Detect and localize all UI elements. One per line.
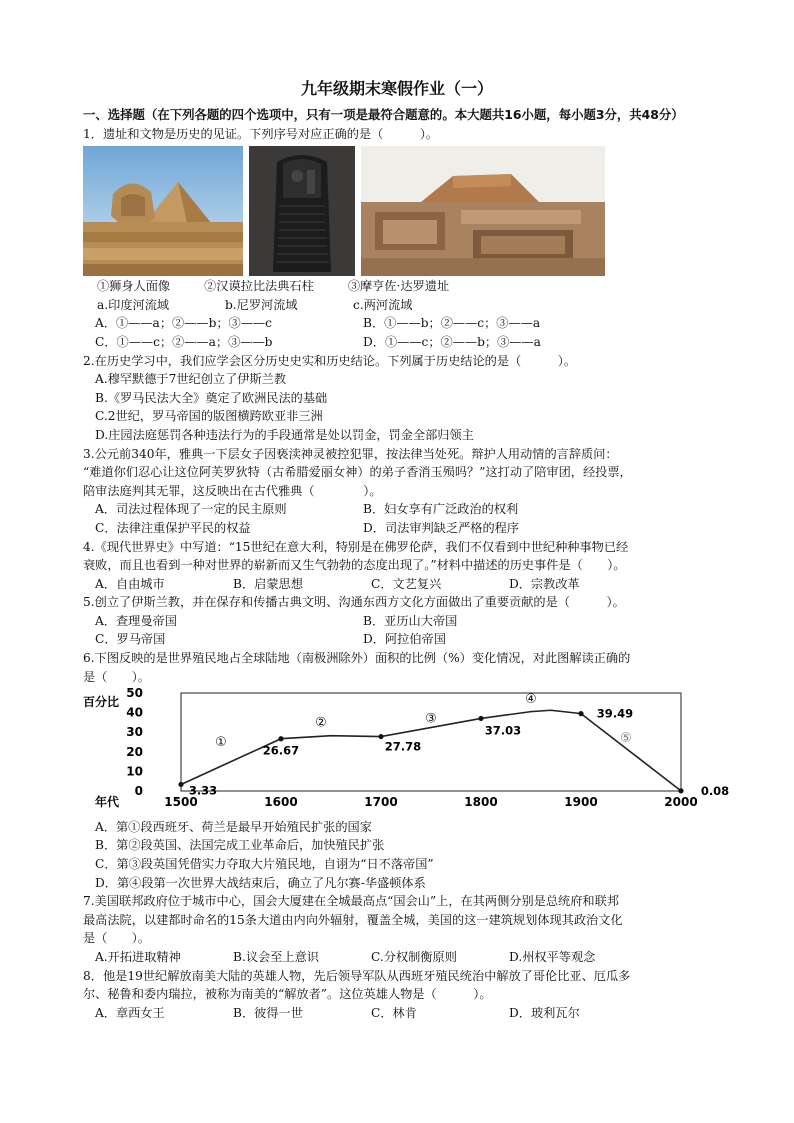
q5-options-row2 [83, 630, 711, 649]
segment-marker: ④ [525, 692, 537, 708]
exam-page [83, 78, 730, 1022]
q4-option-a: A．自由城市 [95, 576, 165, 591]
data-label: 37.03 [484, 723, 522, 738]
q8-option-a: A．章西女王 [95, 1005, 165, 1020]
chart-segment-markers [215, 692, 632, 750]
q1-option-b: B．①——b；②——c；③——a [363, 316, 541, 331]
data-label: 3.33 [188, 783, 218, 798]
q3-option-d: D．司法审判缺乏严格的程序 [363, 520, 520, 535]
y-tick-label: 40 [126, 705, 143, 720]
q7-option-a: A.开拓进取精神 [95, 950, 181, 964]
data-point [478, 716, 483, 721]
x-tick-label: 1900 [564, 795, 598, 810]
x-tick-label: 2000 [664, 795, 698, 810]
q5-option-c: C．罗马帝国 [95, 632, 166, 647]
y-tick-label: 50 [126, 686, 143, 701]
q1-option-c: C．①——c；②——a；③——b [95, 334, 273, 349]
data-point [178, 782, 183, 787]
q3-options-row1 [83, 500, 711, 519]
q6-stem-line1: 6.下图反映的是世界殖民地占全球陆地（南极洲除外）面积的比例（%）变化情况，对此图解读正确的 [83, 651, 631, 666]
q1-options-row2 [83, 333, 711, 352]
colony-area-line-chart [83, 686, 730, 810]
q8-option-c: C．林肯 [371, 1005, 417, 1020]
region-b: b.尼罗河流域 [225, 297, 298, 312]
segment-marker: ③ [425, 711, 437, 727]
q3-option-a: A．司法过程体现了一定的民主原则 [95, 502, 287, 517]
data-label: 26.67 [262, 743, 300, 758]
q2-option-a: A.穆罕默德于7世纪创立了伊斯兰教 [95, 372, 287, 387]
caption-2: ②汉谟拉比法典石柱 [204, 279, 314, 294]
q5-stem: 5.创立了伊斯兰教，并在保存和传播古典文明、沟通东西方文化方面做出了重要贡献的是（ ）。 [83, 595, 625, 610]
q8-option-d: D．玻利瓦尔 [509, 1005, 580, 1020]
q3-stem-line1: 3.公元前340年，雅典一下层女子因亵渎神灵被控犯罪，按法律当处死。辩护人用动情的言辞质问： [83, 446, 618, 461]
q8-options [83, 1004, 711, 1023]
q5-option-a: A．查理曼帝国 [95, 613, 177, 628]
q1-captions [83, 277, 711, 296]
x-tick-label: 1500 [164, 795, 198, 810]
y-tick-label: 10 [126, 764, 143, 779]
q7-stem-line1: 7.美国联邦政府位于城市中心，国会大厦建在全城最高点“国会山”上，在其两侧分别是总统府和联邦 [83, 894, 619, 909]
data-label: 27.78 [384, 739, 422, 754]
chart-xlabel: 年代 [95, 795, 120, 810]
y-tick-label: 20 [126, 745, 143, 760]
sphinx-image [83, 146, 243, 276]
q8-stem-line2: 尔、秘鲁和委内瑞拉，被称为南美的“解放者”。这位英雄人物是（ ）。 [83, 987, 492, 1002]
q3-options-row2 [83, 519, 711, 538]
page-title: 九年级期末寒假作业（一） [300, 79, 493, 98]
caption-1: ①狮身人面像 [97, 279, 171, 294]
q4-option-d: D．宗教改革 [509, 576, 580, 591]
x-tick-label: 1800 [464, 795, 498, 810]
q3-option-b: B．妇女享有广泛政治的权利 [363, 502, 519, 517]
chart-points [178, 707, 729, 798]
chart-y-ticks [126, 686, 143, 798]
q3-stem-line2: “难道你们忍心让这位阿芙罗狄特（古希腊爱丽女神）的弟子香消玉殒吗？”这打动了陪审团，经投票， [83, 465, 632, 480]
segment-marker: ⑤ [620, 731, 632, 747]
q4-option-b: B．启蒙思想 [233, 576, 303, 591]
q4-stem-line1: 4.《现代世界史》中写道：“15世纪在意大利，特别是在佛罗伦萨，我们不仅看到中世纪种种事物已经 [83, 539, 629, 554]
q5-option-b: B．亚历山大帝国 [363, 613, 458, 628]
q7-options [83, 948, 711, 967]
chart-ylabel: 百分比 [83, 695, 120, 710]
data-point [378, 734, 383, 739]
q8-stem-line1: 8．他是19世纪解放南美大陆的英雄人物，先后领导军队从西班牙殖民统治中解放了哥伦比亚、厄瓜多 [83, 968, 631, 983]
y-tick-label: 0 [134, 784, 143, 799]
q1-options-row1 [83, 314, 711, 333]
q5-option-d: D．阿拉伯帝国 [363, 632, 446, 647]
q1-pictures [83, 146, 711, 276]
q1-stem: 1．遗址和文物是历史的见证。下列序号对应正确的是（ ）。 [83, 126, 439, 141]
q2-stem: 2.在历史学习中，我们应学会区分历史史实和历史结论。下列属于历史结论的是（ ）。 [83, 353, 577, 368]
q6-option-c: C．第③段英国凭借实力夺取大片殖民地，自诩为“日不落帝国” [95, 857, 434, 872]
q7-option-c: C.分权制衡原则 [371, 950, 457, 964]
data-label: 0.08 [700, 784, 730, 799]
segment-marker: ① [215, 735, 227, 751]
data-point [278, 736, 283, 741]
data-label: 39.49 [596, 706, 634, 721]
q4-option-c: C．文艺复兴 [371, 576, 442, 591]
section-heading: 一、选择题（在下列各题的四个选项中，只有一项是最符合题意的。本大题共16小题，每小题3分，共48分） [83, 107, 684, 122]
q7-stem-line3: 是（ ）。 [83, 931, 151, 946]
q4-options [83, 575, 711, 594]
q2-option-b: B.《罗马民法大全》奠定了欧洲民法的基础 [95, 390, 328, 405]
mohenjo-daro-image [361, 146, 605, 276]
q2-option-c: C.2世纪，罗马帝国的版图横跨欧亚非三洲 [95, 409, 323, 424]
data-point [578, 711, 583, 716]
data-point [678, 788, 683, 793]
q6-stem-line2: 是（ ）。 [83, 669, 151, 684]
q1-option-a: A．①——a；②——b；③——c [95, 316, 272, 331]
segment-marker: ② [315, 715, 327, 731]
chart-x-ticks [164, 795, 697, 809]
q8-option-b: B．彼得一世 [233, 1005, 303, 1020]
q4-stem-line2: 衰败，而且也看到一种对世界的崭新而又生气勃勃的态度出现了。”材料中描述的历史事件是（ ）。 [83, 558, 626, 573]
q1-option-d: D．①——c；②——b；③——a [363, 334, 541, 349]
region-c: c.两河流域 [353, 297, 413, 312]
hammurabi-stele-image [249, 146, 355, 276]
region-a: a.印度河流域 [97, 297, 170, 312]
x-tick-label: 1600 [264, 795, 298, 810]
q7-option-b: B.议会至上意识 [233, 950, 319, 964]
q2-option-d: D.庄园法庭惩罚各种违法行为的手段通常是处以罚金，罚金全部归领主 [95, 427, 474, 442]
q7-option-d: D.州权平等观念 [509, 950, 596, 964]
q1-regions [83, 296, 711, 315]
q3-stem-line3: 陪审法庭判其无罪，这反映出在古代雅典（ ）。 [83, 483, 382, 498]
y-tick-label: 30 [126, 725, 143, 740]
caption-3: ③摩亨佐·达罗遗址 [347, 279, 450, 294]
q6-option-b: B．第②段英国、法国完成工业革命后，加快殖民扩张 [95, 838, 385, 853]
q3-option-c: C．法律注重保护平民的权益 [95, 520, 251, 535]
q6-option-a: A．第①段西班牙、荷兰是最早开始殖民扩张的国家 [95, 819, 372, 834]
q7-stem-line2: 最高法院，以建都时命名的15条大道由内向外辐射，覆盖全城，美国的这一建筑规划体现其政治文化 [83, 912, 623, 927]
x-tick-label: 1700 [364, 795, 398, 810]
q5-options-row1 [83, 612, 711, 631]
q6-option-d: D．第④段第一次世界大战结束后，确立了凡尔赛-华盛顿体系 [95, 875, 426, 890]
